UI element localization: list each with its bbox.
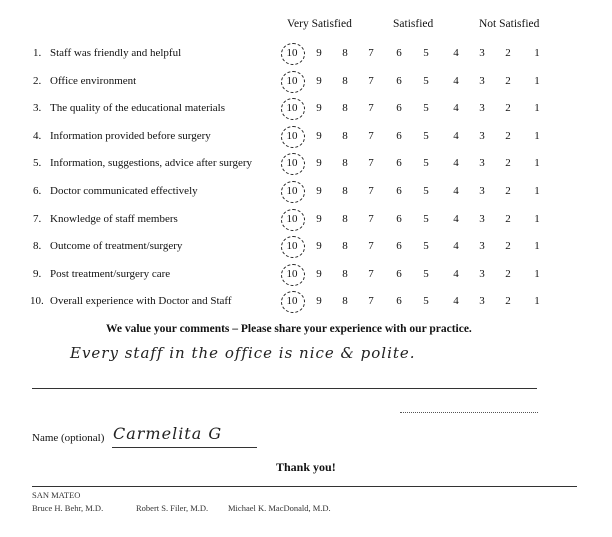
score-option[interactable]: 1 [534,157,540,169]
score-option[interactable]: 7 [368,75,374,87]
score-option[interactable]: 3 [479,295,485,307]
score-option[interactable]: 5 [423,213,429,225]
score-option[interactable]: 3 [479,47,485,59]
score-option[interactable]: 2 [505,75,511,87]
score-option[interactable]: 2 [505,268,511,280]
question-text: The quality of the educational materials [50,102,226,114]
score-option[interactable]: 6 [396,157,402,169]
score-option[interactable]: 5 [423,75,429,87]
score-option[interactable]: 9 [316,102,322,114]
name-label: Name (optional) [32,432,105,444]
score-option[interactable]: 9 [316,157,322,169]
score-option[interactable]: 7 [368,240,374,252]
score-option[interactable]: 9 [316,185,322,197]
score-option[interactable]: 1 [534,47,540,59]
score-option[interactable]: 6 [396,130,402,142]
footer-rule [32,486,577,487]
score-option[interactable]: 1 [534,240,540,252]
score-option[interactable]: 4 [453,295,459,307]
score-option[interactable]: 6 [396,47,402,59]
score-option[interactable]: 3 [479,185,485,197]
question-text: Doctor communicated effectively [50,185,198,197]
score-option[interactable]: 8 [342,295,348,307]
question-number: 9. [33,268,42,280]
header-satisfied: Satisfied [393,18,434,30]
score-10-selected[interactable]: 10 [286,130,298,142]
score-option[interactable]: 6 [396,75,402,87]
score-option[interactable]: 3 [479,240,485,252]
question-text: Information, suggestions, advice after surgery [50,157,253,169]
score-option[interactable]: 4 [453,47,459,59]
score-10-selected[interactable]: 10 [286,213,298,225]
question-number: 6. [33,185,42,197]
footer-location: SAN MATEO [32,490,81,500]
score-option[interactable]: 3 [479,268,485,280]
score-option[interactable]: 4 [453,102,459,114]
score-option[interactable]: 8 [342,102,348,114]
thank-you-text: Thank you! [276,460,336,474]
score-option[interactable]: 6 [396,268,402,280]
score-option[interactable]: 2 [505,130,511,142]
question-text: Post treatment/surgery care [50,268,171,280]
question-number: 8. [33,240,42,252]
score-option[interactable]: 6 [396,295,402,307]
score-option[interactable]: 4 [453,157,459,169]
score-option[interactable]: 1 [534,75,540,87]
score-option[interactable]: 3 [479,102,485,114]
score-option[interactable]: 7 [368,130,374,142]
score-option[interactable]: 2 [505,240,511,252]
score-option[interactable]: 8 [342,75,348,87]
name-line [112,447,257,448]
score-option[interactable]: 6 [396,102,402,114]
score-10-selected[interactable]: 10 [286,47,298,59]
score-option[interactable]: 4 [453,185,459,197]
score-option[interactable]: 7 [368,213,374,225]
score-option[interactable]: 1 [534,268,540,280]
handwritten-name: Carmelita G [113,424,223,443]
question-text: Staff was friendly and helpful [50,47,182,59]
question-number: 1. [33,47,42,59]
question-text: Knowledge of staff members [50,213,178,225]
question-number: 5. [33,157,42,169]
score-option[interactable]: 2 [505,295,511,307]
score-option[interactable]: 2 [505,185,511,197]
score-option[interactable]: 8 [342,185,348,197]
score-option[interactable]: 9 [316,268,322,280]
score-option[interactable]: 5 [423,47,429,59]
score-10-selected[interactable]: 10 [286,268,298,280]
score-option[interactable]: 8 [342,130,348,142]
score-option[interactable]: 8 [342,47,348,59]
question-number: 10. [30,295,44,307]
score-option[interactable]: 2 [505,157,511,169]
score-10-selected[interactable]: 10 [286,240,298,252]
footer-doctor-1: Bruce H. Behr, M.D. [32,503,104,513]
score-option[interactable]: 6 [396,185,402,197]
score-option[interactable]: 2 [505,47,511,59]
score-option[interactable]: 9 [316,130,322,142]
score-option[interactable]: 2 [505,102,511,114]
score-option[interactable]: 3 [479,213,485,225]
score-10-selected[interactable]: 10 [286,295,298,307]
score-option[interactable]: 1 [534,102,540,114]
score-option[interactable]: 9 [316,47,322,59]
score-10-selected[interactable]: 10 [286,157,298,169]
comment-line-1 [32,388,537,389]
score-option[interactable]: 4 [453,130,459,142]
question-number: 2. [33,75,42,87]
header-not-satisfied: Not Satisfied [479,18,540,30]
score-option[interactable]: 4 [453,268,459,280]
score-option[interactable]: 8 [342,268,348,280]
question-number: 4. [33,130,42,142]
score-option[interactable]: 5 [423,240,429,252]
score-10-selected[interactable]: 10 [286,75,298,87]
question-number: 3. [33,102,42,114]
score-option[interactable]: 6 [396,213,402,225]
score-10-selected[interactable]: 10 [286,185,298,197]
score-option[interactable]: 1 [534,130,540,142]
score-option[interactable]: 6 [396,240,402,252]
score-option[interactable]: 5 [423,185,429,197]
score-option[interactable]: 8 [342,240,348,252]
score-option[interactable]: 9 [316,240,322,252]
score-option[interactable]: 9 [316,75,322,87]
footer-doctor-3: Michael K. MacDonald, M.D. [228,503,331,513]
score-option[interactable]: 4 [453,240,459,252]
score-option[interactable]: 9 [316,295,322,307]
score-option[interactable]: 2 [505,213,511,225]
score-option[interactable]: 5 [423,102,429,114]
score-option[interactable]: 5 [423,268,429,280]
question-text: Office environment [50,75,137,87]
question-text: Outcome of treatment/surgery [50,240,183,252]
score-option[interactable]: 3 [479,130,485,142]
score-option[interactable]: 4 [453,75,459,87]
score-option[interactable]: 1 [534,295,540,307]
handwritten-comment: Every staff in the office is nice & polite. [70,344,416,362]
score-option[interactable]: 7 [368,268,374,280]
footer-doctor-2: Robert S. Filer, M.D. [136,503,209,513]
comments-title: We value your comments – Please share your experience with our practice. [106,323,472,335]
score-option[interactable]: 5 [423,157,429,169]
score-option[interactable]: 4 [453,213,459,225]
score-option[interactable]: 7 [368,295,374,307]
score-option[interactable]: 7 [368,185,374,197]
score-option[interactable]: 3 [479,75,485,87]
score-option[interactable]: 1 [534,213,540,225]
score-option[interactable]: 5 [423,130,429,142]
score-option[interactable]: 9 [316,213,322,225]
comment-line-2 [400,412,538,413]
score-option[interactable]: 7 [368,102,374,114]
score-option[interactable]: 5 [423,295,429,307]
score-option[interactable]: 7 [368,47,374,59]
score-option[interactable]: 8 [342,213,348,225]
header-very-satisfied: Very Satisfied [287,18,352,30]
question-number: 7. [33,213,42,225]
question-text: Information provided before surgery [50,130,211,142]
score-option[interactable]: 7 [368,157,374,169]
question-text: Overall experience with Doctor and Staff [50,295,232,307]
score-option[interactable]: 1 [534,185,540,197]
score-option[interactable]: 3 [479,157,485,169]
score-10-selected[interactable]: 10 [286,102,298,114]
score-option[interactable]: 8 [342,157,348,169]
